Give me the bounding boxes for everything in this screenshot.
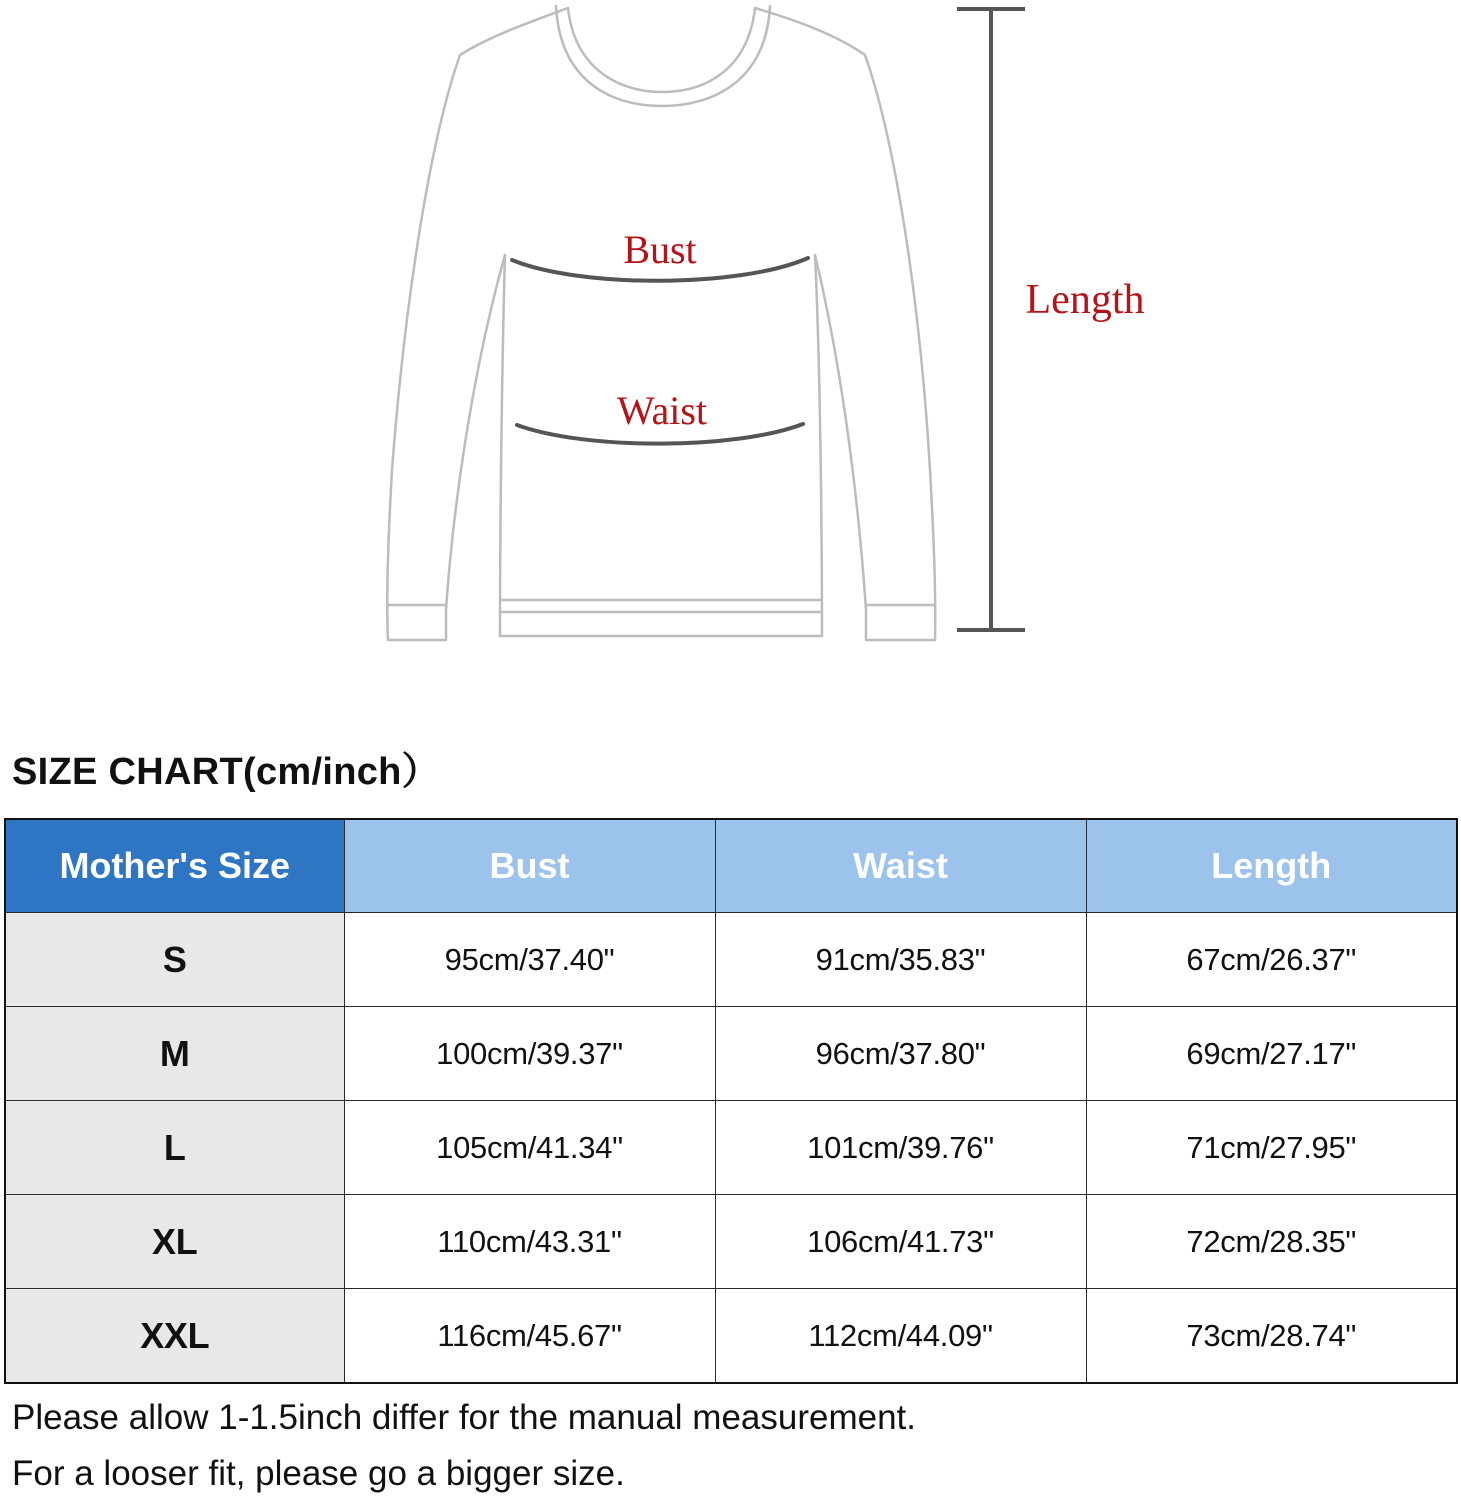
waist-cell: 91cm/35.83"	[715, 913, 1086, 1007]
length-label: Length	[1025, 277, 1145, 323]
size-cell: M	[5, 1007, 344, 1101]
length-cell: 67cm/26.37"	[1086, 913, 1457, 1007]
size-cell: S	[5, 913, 344, 1007]
size-cell: L	[5, 1101, 344, 1195]
bust-label: Bust	[623, 227, 697, 272]
length-cell: 69cm/27.17"	[1086, 1007, 1457, 1101]
size-chart-title: SIZE CHART(cm/inch）	[12, 751, 440, 793]
measurement-note: Please allow 1-1.5inch differ for the manual measurement.	[12, 1398, 917, 1437]
table-header-row	[5, 819, 1457, 913]
length-cell: 71cm/27.95"	[1086, 1101, 1457, 1195]
shirt-outline	[387, 6, 935, 640]
size-cell: XL	[5, 1195, 344, 1289]
size-cell: XXL	[5, 1289, 344, 1384]
table-row	[5, 1007, 1457, 1101]
waist-label: Waist	[616, 388, 708, 433]
waist-cell: 101cm/39.76"	[715, 1101, 1086, 1195]
header-length: Length	[1086, 819, 1457, 913]
table-row	[5, 1101, 1457, 1195]
fit-note: For a looser fit, please go a bigger size.	[12, 1454, 625, 1493]
bust-cell: 95cm/37.40"	[344, 913, 715, 1007]
bust-cell: 116cm/45.67"	[344, 1289, 715, 1384]
waist-cell: 96cm/37.80"	[715, 1007, 1086, 1101]
header-waist: Waist	[715, 819, 1086, 913]
bust-cell: 110cm/43.31"	[344, 1195, 715, 1289]
bust-cell: 100cm/39.37"	[344, 1007, 715, 1101]
header-bust: Bust	[344, 819, 715, 913]
garment-diagram	[0, 0, 1461, 700]
length-cell: 73cm/28.74"	[1086, 1289, 1457, 1384]
bust-cell: 105cm/41.34"	[344, 1101, 715, 1195]
length-measure-bar	[957, 9, 1025, 630]
length-cell: 72cm/28.35"	[1086, 1195, 1457, 1289]
size-chart-table	[4, 818, 1458, 1384]
table-row	[5, 1195, 1457, 1289]
table-row	[5, 1289, 1457, 1384]
waist-cell: 106cm/41.73"	[715, 1195, 1086, 1289]
header-mothers-size: Mother's Size	[5, 819, 344, 913]
table-row	[5, 913, 1457, 1007]
waist-cell: 112cm/44.09"	[715, 1289, 1086, 1384]
